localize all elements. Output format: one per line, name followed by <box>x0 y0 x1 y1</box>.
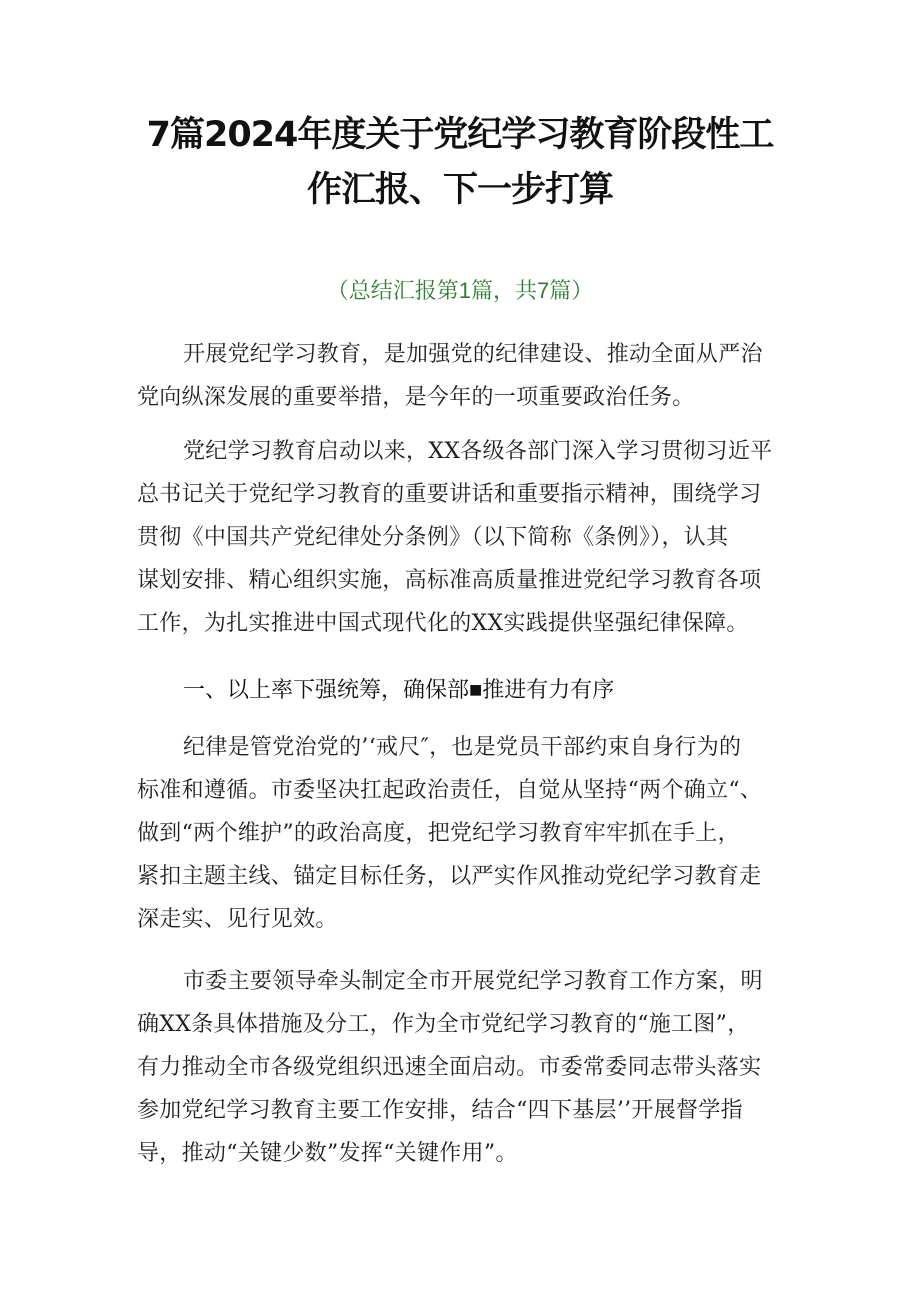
title-line-2: 作汇报、下一步打算 <box>306 170 613 210</box>
paragraph-line: 参加党纪学习教育主要工作安排，结合“四下基层’’开展督学指 <box>137 1098 743 1123</box>
paragraph-line: 做到“两个维护”的政治高度，把党纪学习教育牢牢抓在手上， <box>137 821 740 846</box>
paragraph-line: 贯彻《中国共产党纪律处分条例》（以下简称《条例》），认其 <box>137 525 729 550</box>
paragraph-line: 确XX条具体措施及分工，作为全市党纪学习教育的“施工图”， <box>137 1012 750 1037</box>
paragraph-background <box>137 430 797 645</box>
paragraph-intro <box>137 333 797 419</box>
paragraph-line: 总书记关于党纪学习教育的重要讲话和重要指示精神，围绕学习 <box>137 482 762 507</box>
paragraph-line: 市委主要领导牵头制定全市开展党纪学习教育工作方案，明 <box>183 969 763 994</box>
paragraph-line: 谋划安排、精心组织实施，高标准高质量推进党纪学习教育各项 <box>137 568 762 593</box>
section-heading: 一、以上率下强统筹，确保部■推进有力有序 <box>183 677 615 702</box>
paragraph-line: 导，推动“关键少数”发挥“关键作用”。 <box>137 1141 518 1166</box>
paragraph-leadership <box>137 960 797 1175</box>
paragraph-line: 党纪学习教育启动以来，XX各级各部门深入学习贯彻习近平 <box>183 439 773 464</box>
paragraph-line: 开展党纪学习教育，是加强党的纪律建设、推动全面从严治 <box>183 342 763 367</box>
paragraph-line: 纪律是管党治党的’‘戒尺″，也是党员干部约束自身行为的 <box>183 735 742 760</box>
title-line-1: 7篇2024年度关于党纪学习教育阶段性工 <box>146 115 774 155</box>
paragraph-line: 深走实、见行见效。 <box>137 907 338 932</box>
document-title <box>90 108 830 218</box>
paragraph-line: 紧扣主题主线、锚定目标任务，以严实作风推动党纪学习教育走 <box>137 864 762 889</box>
document-subtitle: （总结汇报第1篇，共7篇） <box>326 278 594 303</box>
paragraph-line: 党向纵深发展的重要举措，是今年的一项重要政治任务。 <box>137 385 695 410</box>
paragraph-line: 有力推动全市各级党组织迅速全面启动。市委常委同志带头落实 <box>137 1055 762 1080</box>
paragraph-discipline <box>137 726 797 941</box>
paragraph-line: 标准和遵循。市委坚决扛起政治责任，自觉从坚持“两个确立“、 <box>137 778 763 803</box>
paragraph-line: 工作，为扎实推进中国式现代化的XX实践提供坚强纪律保障。 <box>137 611 749 636</box>
